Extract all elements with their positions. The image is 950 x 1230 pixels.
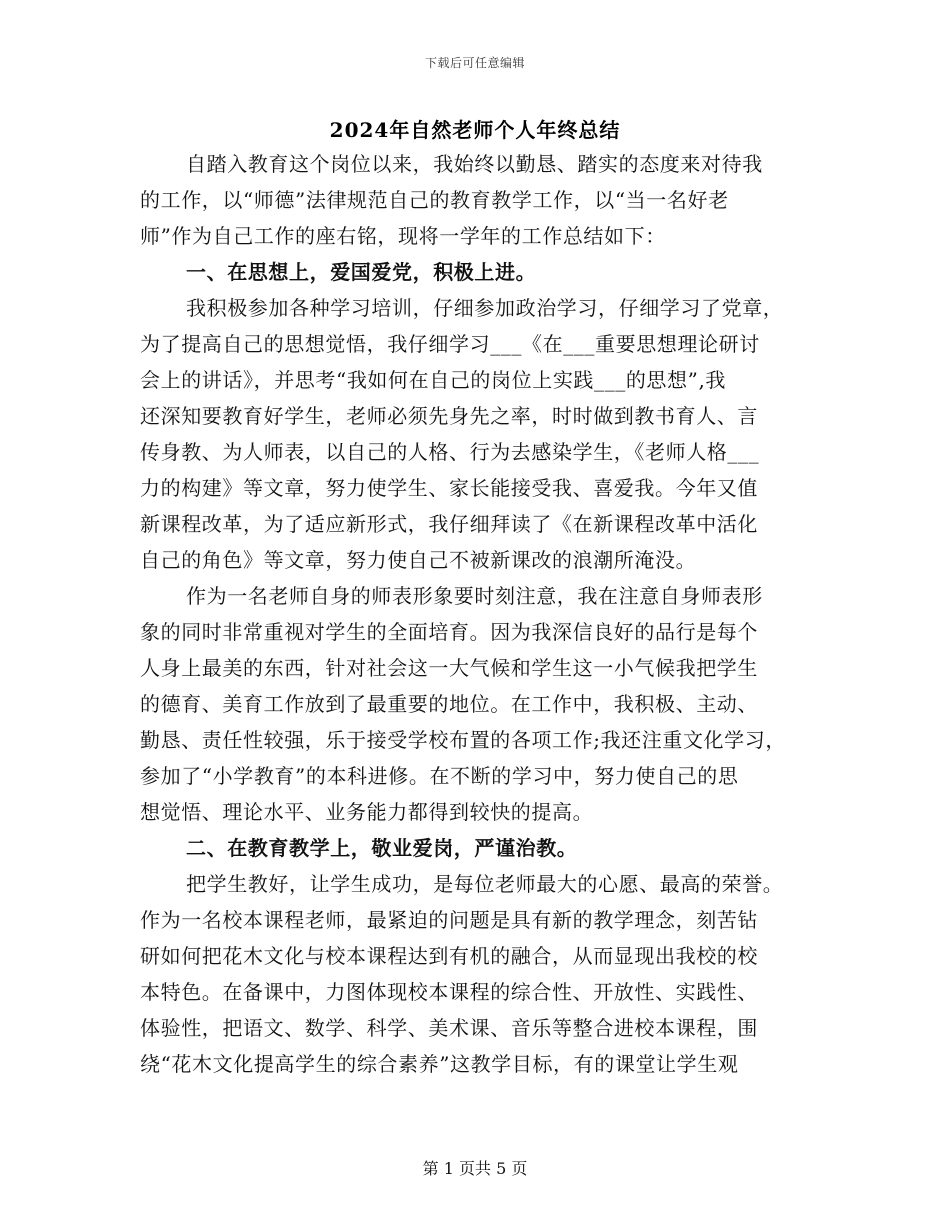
paragraph-line: 体验性，把语文、数学、科学、美术课、音乐等整合进校本课程，围 [140, 1016, 758, 1040]
paragraph-line: 新课程改革，为了适应新形式，我仔细拜读了《在新课程改革中活化 [140, 512, 758, 536]
paragraph-line: 把学生教好，让学生成功，是每位老师最大的心愿、最高的荣誉。 [186, 872, 784, 896]
paragraph-line: 我积极参加各种学习培训，仔细参加政治学习，仔细学习了党章， [186, 296, 784, 320]
document-body [140, 146, 810, 1082]
document-title: 2024年自然老师个人年终总结 [329, 118, 621, 142]
paragraph-line: 为了提高自己的思想觉悟，我仔细学习___《在___重要思想理论研讨 [140, 332, 760, 356]
section-heading: 二、在教育教学上，敬业爱岗，严谨治教。 [186, 836, 578, 860]
paragraph-line: 传身教、为人师表，以自己的人格、行为去感染学生，《老师人格___ [140, 440, 760, 464]
section-heading: 一、在思想上，爱国爱党，积极上进。 [186, 260, 537, 284]
paragraph-line: 还深知要教育好学生，老师必须先身先之率，时时做到教书育人、言 [140, 404, 758, 428]
paragraph-line: 力的构建》等文章，努力使学生、家长能接受我、喜爱我。今年又值 [140, 476, 758, 500]
paragraph-line: 勤恳、责任性较强，乐于接受学校布置的各项工作;我还注重文化学习， [140, 728, 786, 752]
paragraph-line: 会上的讲话》，并思考“我如何在自己的岗位上实践___的思想”,我 [140, 368, 727, 392]
paragraph-line: 自踏入教育这个岗位以来，我始终以勤恳、踏实的态度来对待我 [186, 152, 763, 176]
paragraph-line: 作为一名老师自身的师表形象要时刻注意，我在注意自身师表形 [186, 584, 763, 608]
paragraph-line: 参加了“小学教育”的本科进修。在不断的学习中，努力使自己的思 [140, 764, 739, 788]
paragraph-line: 绕“花木文化提高学生的综合素养”这教学目标，有的课堂让学生观 [140, 1052, 739, 1076]
page-number: 第 1 页共 5 页 [422, 1159, 528, 1178]
paragraph-line: 自己的角色》等文章，努力使自己不被新课改的浪潮所淹没。 [140, 548, 697, 572]
paragraph-line: 想觉悟、理论水平、业务能力都得到较快的提高。 [140, 800, 594, 824]
paragraph-line: 本特色。在备课中，力图体现校本课程的综合性、开放性、实践性、 [140, 980, 758, 1004]
paragraph-line: 研如何把花木文化与校本课程达到有机的融合，从而显现出我校的校 [140, 944, 758, 968]
paragraph-line: 的德育、美育工作放到了最重要的地位。在工作中，我积极、主动、 [140, 692, 758, 716]
paragraph-line: 象的同时非常重视对学生的全面培育。因为我深信良好的品行是每个 [140, 620, 758, 644]
paragraph-line: 作为一名校本课程老师，最紧迫的问题是具有新的教学理念，刻苦钻 [140, 908, 758, 932]
header-note: 下载后可任意编辑 [424, 56, 525, 70]
paragraph-line: 师”作为自己工作的座右铭，现将一学年的工作总结如下： [140, 224, 666, 248]
paragraph-line: 人身上最美的东西，针对社会这一大气候和学生这一小气候我把学生 [140, 656, 758, 680]
paragraph-line: 的工作，以“师德”法律规范自己的教育教学工作，以“当一名好老 [140, 188, 729, 212]
